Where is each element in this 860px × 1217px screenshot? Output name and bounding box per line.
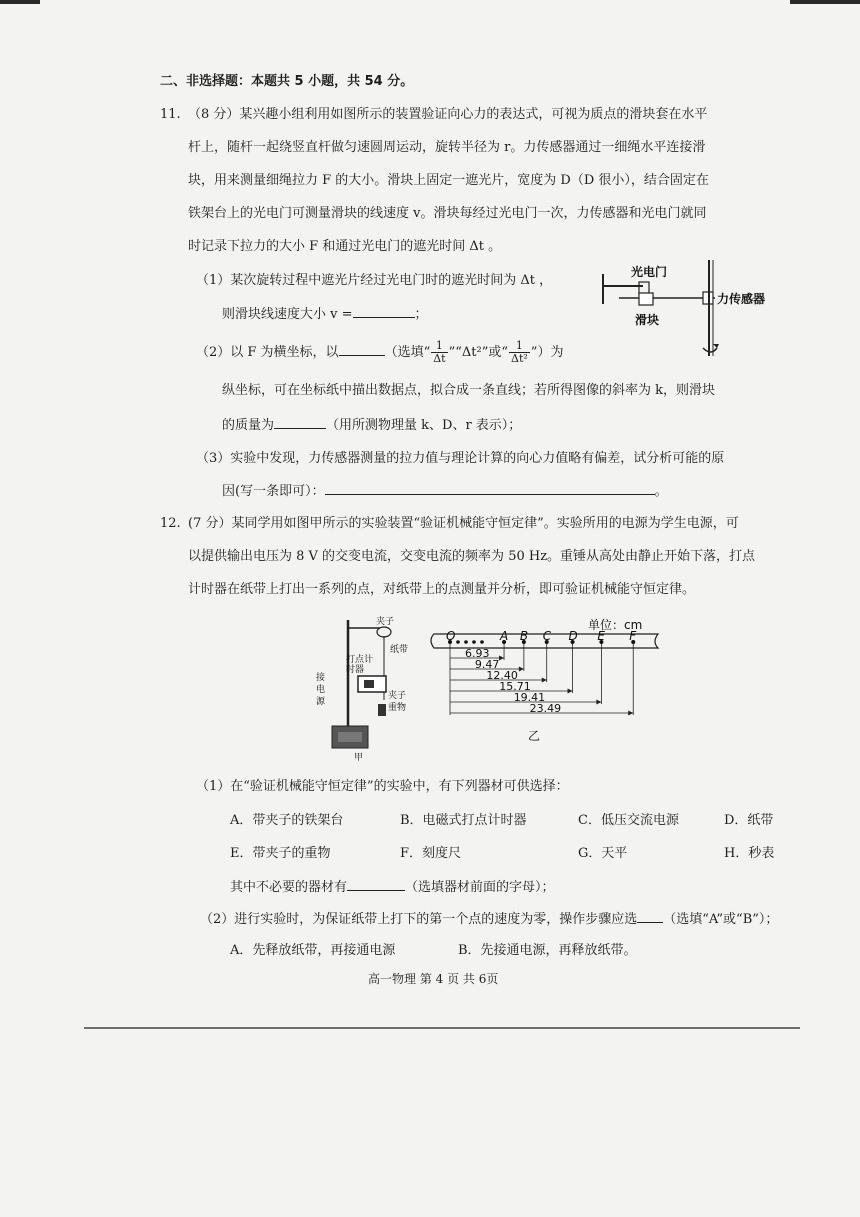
q12-part2-option-b: B．先接通电源，再释放纸带。: [458, 943, 637, 958]
q12-part1-question: [230, 878, 555, 897]
label-power-2: 电: [316, 685, 326, 695]
weight-icon: [378, 704, 386, 716]
q11-part3-end: 。: [654, 484, 668, 499]
dist-label-F: 23.49: [529, 702, 562, 715]
label-power-3: 源: [316, 697, 326, 707]
scan-edge-right: [790, 0, 860, 4]
option-a: A．带夹子的铁架台: [230, 813, 344, 828]
q12-part1-q-text: 其中不必要的器材有: [230, 880, 348, 895]
option-d: D．纸带: [724, 813, 774, 828]
tape-dot: [464, 640, 468, 644]
fraction-denominator: Δt²: [511, 352, 528, 365]
fraction-1-over-dt: [431, 340, 447, 365]
dist-label-B: 9.47: [474, 658, 500, 671]
q12-stem-line-1: (7 分）某同学用如图甲所示的实验装置“验证机械能守恒定律”。实验所用的电源为学生电源，可: [188, 516, 739, 531]
q11-answer-blank-4[interactable]: [325, 482, 655, 495]
arrow-head-icon: [519, 667, 524, 672]
dist-label-C: 12.40: [486, 669, 518, 682]
arrow-head-icon: [568, 689, 573, 694]
dist-label-E: 19.41: [513, 691, 546, 704]
fraction-numerator: 1: [431, 340, 447, 353]
label-timer-2: 时器: [346, 665, 365, 675]
page-footer: 高一物理 第 4 页 共 6页: [368, 972, 499, 986]
tape-point-label-F: F: [629, 629, 637, 643]
tape-point-label-E: E: [597, 629, 605, 643]
slider-block: [639, 293, 653, 305]
dist-label-A: 6.93: [465, 647, 490, 660]
q12-part2-option-a: A．先释放纸带，再接通电源: [230, 943, 396, 958]
label-clip-bottom: 夹子: [388, 691, 407, 701]
q11-part1-text: 则滑块线速度大小 v =: [222, 307, 353, 322]
q11-apparatus-figure: [595, 256, 795, 366]
fraction-denominator: Δt: [433, 352, 446, 365]
tape-point-label-O: O: [446, 629, 456, 643]
tape-point-label-D: D: [568, 629, 578, 643]
q11-part2-sep: ”“Δt²”或“: [448, 345, 509, 360]
fraction-numerator: 1: [509, 340, 530, 353]
q11-part2-text-a: （2）以 F 为横坐标，以: [196, 345, 339, 360]
q11-answer-blank-1[interactable]: [353, 305, 415, 318]
q12-number: 12.: [160, 516, 181, 531]
q12-answer-blank-1[interactable]: [347, 878, 405, 891]
q11-part3-line1: （3）实验中发现，力传感器测量的拉力值与理论计算的向心力值略有偏差，试分析可能的原: [196, 451, 725, 466]
q11-part2-text-b: （选填“: [384, 345, 431, 360]
q11-stem-line-2: 杆上，随杆一起绕竖直杆做匀速圆周运动，旋转半径为 r。力传感器通过一细绳水平连接滑: [188, 140, 706, 155]
arrow-head-icon: [542, 678, 547, 683]
label-weight: 重物: [388, 703, 407, 713]
clip-icon: [377, 627, 391, 637]
option-e: E．带夹子的重物: [230, 846, 331, 861]
tape-dot: [480, 640, 484, 644]
label-tape: 纸带: [390, 645, 409, 655]
q12-part2-hint: （选填“A”或“B”）；: [663, 912, 779, 927]
option-g: G．天平: [578, 846, 628, 861]
tape-point-label-A: A: [500, 629, 509, 643]
tape-point-label-B: B: [519, 629, 529, 643]
q11-part2-text-c: ”）为: [530, 345, 564, 360]
scan-edge-left: [0, 0, 40, 4]
q11-answer-blank-3[interactable]: [274, 416, 326, 429]
option-h: H．秒表: [724, 846, 775, 861]
fraction-1-over-dt2: [509, 340, 530, 365]
q11-stem-line-3: 块，用来测量细绳拉力 F 的大小。滑块上固定一遮光片，宽度为 D（D 很小），结合固定在: [188, 173, 709, 188]
figure-jia-apparatus: [300, 614, 410, 764]
label-slider: 滑块: [635, 313, 660, 327]
tape-point-label-C: C: [542, 629, 552, 643]
arrow-head-icon: [596, 700, 601, 705]
q12-part1-q-hint: （选填器材前面的字母）；: [405, 880, 555, 895]
distance-arrows: [450, 644, 633, 716]
q11-part1-line2: [222, 305, 428, 324]
q12-part2-text: （2）进行实验时，为保证纸带上打下的第一个点的速度为零，操作步骤应选: [200, 912, 638, 927]
q11-part1-line1: （1）某次旋转过程中遮光片经过光电门时的遮光时间为 Δt ，: [196, 273, 553, 288]
page-bottom-rule: [84, 1027, 800, 1029]
q11-number: 11.: [160, 107, 181, 122]
figure-yi-tape: [426, 614, 666, 744]
q12-part1-intro: （1）在“验证机械能守恒定律”的实验中，有下列器材可供选择：: [196, 779, 569, 794]
q11-part3-line2: [222, 482, 668, 501]
option-f: F．刻度尺: [400, 846, 462, 861]
q12-stem-line-3: 计时器在纸带上打出一系列的点，对纸带上的点测量并分析，即可验证机械能守恒定律。: [188, 582, 696, 597]
q11-part2-mass-hint: （用所测物理量 k、D、r 表示）；: [326, 418, 522, 433]
tape-dot: [472, 640, 476, 644]
q12-answer-blank-2[interactable]: [637, 910, 663, 923]
dist-label-D: 15.71: [499, 680, 531, 693]
arrow-head-icon: [628, 711, 633, 716]
q12-stem-line-2: 以提供输出电压为 8 V 的交变电流，交变电流的频率为 50 Hz。重锤从高处由静止开始下落，打点: [188, 549, 756, 564]
q11-stem-line-1: （8 分）某兴趣小组利用如图所示的装置验证向心力的表达式，可视为质点的滑块套在水平: [188, 107, 708, 122]
q11-stem-line-4: 铁架台上的光电门可测量滑块的线速度 v。滑块每经过光电门一次，力传感器和光电门就同: [188, 206, 707, 221]
unit-label: 单位：cm: [588, 618, 643, 632]
q11-part2-line3: [222, 416, 521, 435]
label-force-sensor: 力传感器: [717, 292, 766, 306]
q11-stem-line-5: 时记录下拉力的大小 F 和通过光电门的遮光时间 Δt 。: [188, 239, 502, 254]
label-timer-1: 打点计: [346, 655, 374, 665]
caption-yi: 乙: [528, 729, 541, 743]
label-clip-top: 夹子: [376, 617, 395, 627]
option-c: C．低压交流电源: [578, 813, 679, 828]
tape-dot: [456, 640, 460, 644]
option-b: B．电磁式打点计时器: [400, 813, 527, 828]
q11-answer-blank-2[interactable]: [339, 343, 385, 356]
q11-part2-line1: [196, 340, 563, 366]
caption-jia: 甲: [354, 753, 364, 763]
arrow-head-icon: [499, 656, 504, 661]
label-photogate: 光电门: [631, 265, 668, 279]
photogate-icon: [639, 282, 649, 294]
q11-part1-end: ；: [414, 307, 428, 322]
label-power-1: 接: [316, 673, 326, 683]
q11-part3-text: 因(写一条即可）：: [222, 484, 325, 499]
q11-part2-mass-text: 的质量为: [222, 418, 275, 433]
q12-part2-line: [200, 910, 778, 929]
section-title: 二、非选择题：本题共 5 小题，共 54 分。: [160, 74, 414, 89]
q11-part2-line2: 纵坐标，可在坐标纸中描出数据点，拟合成一条直线；若所得图像的斜率为 k，则滑块: [222, 383, 716, 398]
